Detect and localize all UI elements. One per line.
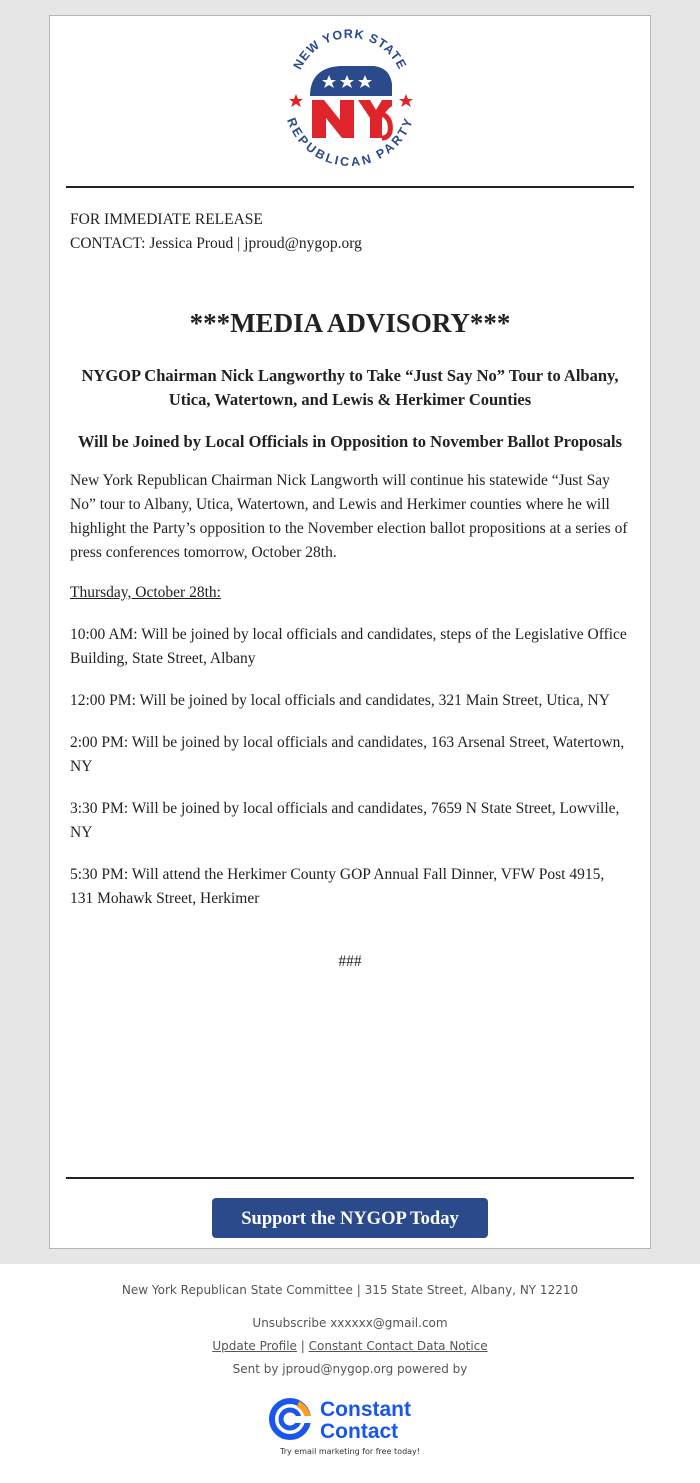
unsubscribe-link[interactable]: Unsubscribe xxxxxx@gmail.com [252, 1316, 448, 1330]
support-button[interactable]: Support the NYGOP Today [212, 1198, 488, 1238]
contact-prefix: CONTACT: Jessica Proud | [70, 235, 245, 252]
cc-logo-line1: Constant [320, 1398, 411, 1421]
schedule-item: 5:30 PM: Will attend the Herkimer County GOP Annual Fall Dinner, VFW Post 4915, 131 Mohawk Street, Herkimer [70, 866, 605, 907]
email-card [49, 15, 651, 1249]
constant-contact-icon [272, 1401, 314, 1437]
release-label: FOR IMMEDIATE RELEASE [70, 211, 263, 228]
subheadline: Will be Joined by Local Officials in Opposition to November Ballot Proposals [77, 432, 623, 451]
end-mark: ### [338, 953, 362, 970]
date-heading: Thursday, October 28th: [70, 584, 221, 601]
star-left-icon [289, 94, 303, 107]
schedule-item: 2:00 PM: Will be joined by local officials and candidates, 163 Arsenal Street, Watertown, NY [70, 734, 625, 775]
footer-address: New York Republican State Committee | 315 State Street, Albany, NY 12210 [121, 1283, 579, 1297]
logo-arc-bottom: REPUBLICAN PARTY [284, 115, 416, 170]
constant-contact-logo[interactable] [268, 1394, 434, 1444]
cc-tagline[interactable]: Try email marketing for free today! [280, 1447, 420, 1456]
nygop-logo [282, 22, 418, 174]
link-separator: | [296, 1339, 309, 1353]
data-notice-link[interactable]: Constant Contact Data Notice [308, 1339, 488, 1353]
contact-line [70, 232, 630, 256]
svg-text:NEW YORK STATE [291, 27, 410, 72]
footer-divider [66, 1177, 634, 1179]
update-profile-link[interactable]: Update Profile [212, 1339, 297, 1353]
schedule-item: 3:30 PM: Will be joined by local officials and candidates, 7659 N State Street, Lowville, NY [70, 800, 620, 841]
footer-links [0, 1339, 700, 1353]
advisory-title: ***MEDIA ADVISORY*** [189, 308, 511, 338]
contact-email[interactable]: jproud@nygop.org [244, 235, 362, 252]
schedule-item: 10:00 AM: Will be joined by local officials and candidates, steps of the Legislative Office Building, State Street, Albany [70, 626, 627, 667]
elephant-icon [310, 66, 392, 138]
body-paragraph: New York Republican Chairman Nick Langworth will continue his statewide “Just Say No” tour to Albany, Utica, Watertown, and Lewis and Herkimer counties where he will highlight the Party’s opposition to the November election ballot propositions at a series of press conferences tomorrow, October 28th. [70, 472, 628, 561]
logo-arc-top: NEW YORK STATE [290, 26, 410, 72]
schedule-item: 12:00 PM: Will be joined by local officials and candidates, 321 Main Street, Utica, NY [70, 692, 610, 709]
cc-logo-line2: Contact [320, 1420, 399, 1443]
header-divider [66, 186, 634, 188]
release-body [70, 208, 630, 990]
sent-by-line: Sent by jproud@nygop.org powered by [232, 1362, 468, 1376]
star-right-icon [399, 94, 413, 107]
headline: NYGOP Chairman Nick Langworthy to Take “Just Say No” Tour to Albany, Utica, Watertown, and Lewis & Herkimer Counties [81, 366, 619, 409]
